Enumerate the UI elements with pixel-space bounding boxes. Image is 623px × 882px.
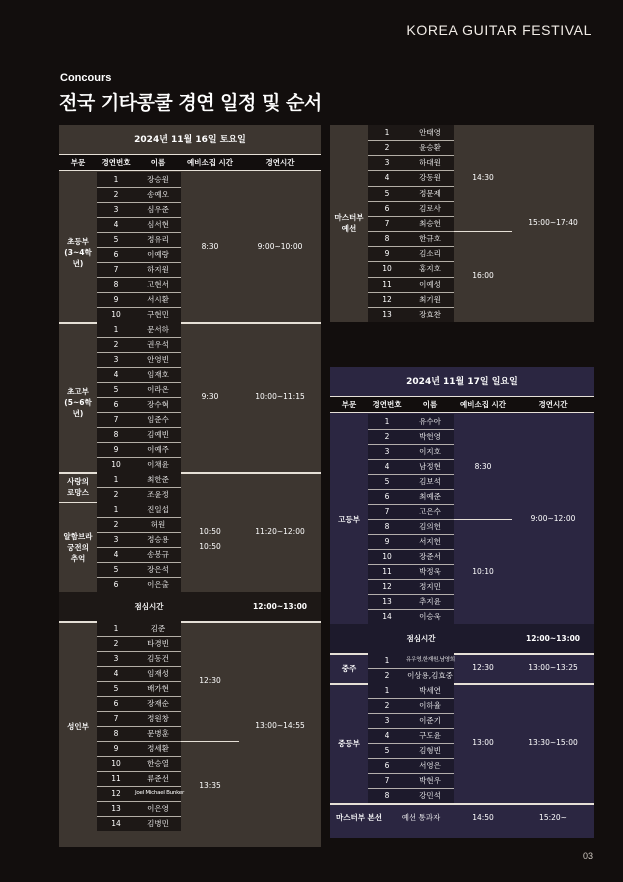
day1-adult-entry-divider xyxy=(97,636,181,637)
day2-high-school-entry-number: 3 xyxy=(384,447,390,456)
day1-elementary-high-entry-name: 이예주 xyxy=(147,445,169,454)
day1-elementary-low-entry-name: 이예랑 xyxy=(147,250,169,259)
day1-lunch-label: 점심시간 xyxy=(134,602,164,611)
masters-prelim-entry-divider xyxy=(368,216,454,217)
day1-elementary-high-entry-name: 안영빈 xyxy=(147,355,169,364)
masters-prelim-entry-number: 7 xyxy=(384,218,390,228)
day1-alhambra-entry-number: 5 xyxy=(113,565,119,574)
day1-adult-call-time: 12:30 xyxy=(199,676,221,685)
day2-high-school-entry-divider xyxy=(368,564,454,565)
day1-alhambra-call-time: 10:50 xyxy=(199,542,221,551)
day2-middle-school-entry-name: 서영은 xyxy=(419,761,441,770)
masters-prelim-entry-name: 장효찬 xyxy=(419,309,441,319)
day1-adult-entry-name: 김병민 xyxy=(147,819,169,828)
day1-elementary-high-entry-name: 이라온 xyxy=(147,385,169,394)
day1-elementary-low-entry-number: 3 xyxy=(113,205,119,214)
day1-elementary-high-entry-divider xyxy=(97,337,181,338)
day1-perf-time: 10:00~11:15 xyxy=(255,392,305,401)
day1-call-time: 10:50 xyxy=(199,527,221,536)
day2-middle-school-entry-number: 2 xyxy=(384,701,390,710)
day1-adult-entry-divider xyxy=(97,681,181,682)
masters-prelim-entry-number: 6 xyxy=(384,203,390,213)
day2-perf-time: 9:00~12:00 xyxy=(530,514,576,523)
day2-high-school-entry-number: 12 xyxy=(382,582,392,591)
masters-prelim-entry-number: 3 xyxy=(384,158,390,168)
day1-alhambra-entry-name: 장은석 xyxy=(147,565,169,574)
day1-romance-entry-divider xyxy=(97,487,181,488)
masters-prelim-entry-number: 11 xyxy=(382,279,392,289)
masters-prelim-entry-name: 안태영 xyxy=(419,128,441,137)
day1-schedule-table xyxy=(59,125,321,847)
day2-lunch-label: 점심시간 xyxy=(406,634,436,643)
day1-elementary-low-entry-divider xyxy=(97,187,181,188)
section-label: Concours xyxy=(60,72,112,84)
masters-prelim-entry-divider xyxy=(368,277,454,278)
day1-alhambra-entry-divider xyxy=(97,562,181,563)
day2-middle-school-division-label: 중등부 xyxy=(338,738,360,748)
day1-adult-entry-divider xyxy=(97,786,181,787)
day2-high-school-entry-name: 추지윤 xyxy=(419,597,441,606)
day1-date-header: 2024년 11월 16일 토요일 xyxy=(59,125,321,155)
day1-alhambra-entry-number: 6 xyxy=(113,580,119,589)
day1-elementary-high-entry-divider xyxy=(97,457,181,458)
day2-high-school-entry-number: 1 xyxy=(384,417,390,426)
day2-middle-school-entry-number: 5 xyxy=(384,746,390,755)
day1-elementary-low-entry-number: 2 xyxy=(113,190,119,199)
day1-elementary-low-entry-name: 서시환 xyxy=(147,295,169,304)
day2-middle-school-entry-number: 7 xyxy=(384,776,390,785)
day2-middle-school-entry-divider xyxy=(368,698,454,699)
day1-colhead-call: 예비소집 시간 xyxy=(186,158,234,167)
day1-elementary-low-entry-number: 10 xyxy=(111,310,121,319)
day2-high-school-entry-divider xyxy=(368,474,454,475)
day2-middle-school-entry-number: 1 xyxy=(384,686,390,695)
day2-high-school-entry-number: 8 xyxy=(384,522,390,531)
day2-high-school-entry-number: 4 xyxy=(384,462,390,471)
day2-ensemble-entry-number: 1 xyxy=(384,656,390,665)
masters-prelim-entry-name: 한규호 xyxy=(419,234,441,244)
day1-elementary-high-division-label: 초고부 (5~6학년) xyxy=(64,387,92,418)
day2-high-school-entry-name: 서지헌 xyxy=(419,537,441,546)
masters-prelim-entry-divider xyxy=(368,307,454,308)
masters-prelim-entry-name: 최승헌 xyxy=(419,218,441,228)
day2-high-school-entry-divider xyxy=(368,534,454,535)
masters-prelim-entry-number: 8 xyxy=(384,234,390,244)
day1-adult-entry-divider xyxy=(97,801,181,802)
day1-adult-entry-number: 6 xyxy=(113,699,119,708)
day1-perf-time: 11:20~12:00 xyxy=(255,527,305,536)
day1-adult-entry-number: 5 xyxy=(113,684,119,693)
day1-colhead-no: 경연번호 xyxy=(101,158,131,167)
day1-elementary-low-entry-number: 8 xyxy=(113,280,119,289)
day1-colhead-perf: 경연시간 xyxy=(265,158,295,167)
day2-middle-school-call-time: 13:00 xyxy=(472,738,494,747)
day1-elementary-low-entry-number: 4 xyxy=(113,220,119,229)
masters-prelim-entry-number: 9 xyxy=(384,249,390,259)
day2-high-school-entry-name: 고은수 xyxy=(419,507,441,516)
day2-high-school-entry-name: 정지민 xyxy=(419,582,441,591)
day2-colhead-name: 이름 xyxy=(422,400,438,409)
day2-middle-school-entry-name: 강민석 xyxy=(419,791,441,800)
day1-adult-entry-number: 3 xyxy=(113,654,119,663)
day1-elementary-low-entry-divider xyxy=(97,247,181,248)
page-title: 전국 기타콩쿨 경연 일정 및 순서 xyxy=(59,92,322,114)
masters-prelim-entry-name: 윤승환 xyxy=(419,143,441,153)
day1-adult-entry-divider xyxy=(97,666,181,667)
day1-adult-entry-divider xyxy=(97,771,181,772)
day1-adult-entry-divider xyxy=(97,741,181,742)
day2-perf-time: 13:30~15:00 xyxy=(528,738,578,747)
day1-elementary-low-entry-number: 6 xyxy=(113,250,119,259)
day1-adult-entry-number: 13 xyxy=(111,804,121,813)
day1-romance-division-label: 사랑의 로망스 xyxy=(67,477,89,497)
day1-elementary-high-entry-name: 김예빈 xyxy=(147,430,169,439)
day1-elementary-high-entry-number: 5 xyxy=(113,385,119,394)
day1-adult-entry-number: 1 xyxy=(113,624,119,633)
masters-prelim-entry-number: 12 xyxy=(382,294,392,304)
day1-adult-entry-name: 김준 xyxy=(150,624,166,633)
day1-adult-entry-divider xyxy=(97,816,181,817)
day1-colhead-name: 이름 xyxy=(150,158,166,167)
day1-elementary-low-division-label: 초등부 (3~4학년) xyxy=(64,237,92,268)
day2-high-school-entry-number: 14 xyxy=(382,612,392,621)
day1-romance-entry-name: 최한준 xyxy=(147,475,169,484)
day1-elementary-low-entry-divider xyxy=(97,232,181,233)
day2-high-school-entry-divider xyxy=(368,609,454,610)
day2-high-school-entry-name: 김보석 xyxy=(419,477,441,486)
day1-alhambra-entry-number: 2 xyxy=(113,520,119,529)
day2-colhead-no: 경연번호 xyxy=(372,400,402,409)
day2-middle-school-entry-divider xyxy=(368,773,454,774)
day1-alhambra-entry-divider xyxy=(97,532,181,533)
day1-elementary-low-entry-name: 구현민 xyxy=(147,310,169,319)
day2-middle-school-entry-divider xyxy=(368,743,454,744)
day1-elementary-low-entry-name: 고현서 xyxy=(147,280,169,289)
masters-prelim-entry-number: 1 xyxy=(384,128,390,137)
day1-elementary-low-entry-divider xyxy=(97,202,181,203)
day2-ensemble-entry-number: 2 xyxy=(384,671,390,680)
masters-prelim-entry-name: 홍지호 xyxy=(419,264,441,274)
day2-high-school-entry-divider xyxy=(368,594,454,595)
day1-alhambra-entry-divider xyxy=(97,517,181,518)
day1-elementary-high-entry-name: 임준수 xyxy=(147,415,169,424)
day1-adult-call-time: 13:35 xyxy=(199,781,221,790)
masters-prelim-table xyxy=(330,125,594,322)
day2-high-school-entry-number: 13 xyxy=(382,597,392,606)
day1-alhambra-entry-divider xyxy=(97,547,181,548)
day2-high-school-entry-divider xyxy=(368,504,454,505)
day1-elementary-low-entry-divider xyxy=(97,262,181,263)
day2-high-school-entry-divider xyxy=(368,444,454,445)
masters-prelim-entry-number: 5 xyxy=(384,188,390,198)
day1-adult-entry-number: 9 xyxy=(113,744,119,753)
masters-prelim-entry-divider xyxy=(368,170,454,171)
day1-adult-division-label: 성인부 xyxy=(67,721,89,731)
day2-high-school-entry-divider xyxy=(368,549,454,550)
day2-date-header: 2024년 11월 17일 일요일 xyxy=(330,367,594,397)
day1-adult-entry-name: 임재성 xyxy=(147,669,169,678)
day2-high-school-entry-name: 이지호 xyxy=(419,447,441,456)
day2-high-school-entry-number: 5 xyxy=(384,477,390,486)
day1-colhead-div: 부문 xyxy=(70,158,86,167)
masters-prelim-entry-name: 정문제 xyxy=(419,188,441,198)
day2-middle-school-entry-name: 구도윤 xyxy=(419,731,441,740)
masters-prelim-entry-name: 최기원 xyxy=(419,294,441,304)
day2-high-school-entry-divider xyxy=(368,519,454,520)
masters-prelim-entry-name: 이예성 xyxy=(419,279,441,289)
day1-elementary-low-entry-name: 송예오 xyxy=(147,190,169,199)
day2-high-school-entry-name: 박헌영 xyxy=(419,432,441,441)
day1-elementary-high-call-time: 9:30 xyxy=(201,392,219,401)
masters-prelim-entry-name: 하대원 xyxy=(419,158,441,168)
day1-adult-entry-number: 2 xyxy=(113,639,119,648)
day1-elementary-low-entry-name: 심우준 xyxy=(147,205,169,214)
day1-adult-entry-name: 류준선 xyxy=(147,774,169,783)
masters-prelim-call-time: 16:00 xyxy=(472,271,494,281)
day1-elementary-low-entry-name: 심서현 xyxy=(147,220,169,229)
day2-colhead-div: 부문 xyxy=(341,400,357,409)
page-number: 03 xyxy=(582,851,593,861)
masters-prelim-entry-divider xyxy=(368,155,454,156)
day1-adult-entry-number: 8 xyxy=(113,729,119,738)
day2-middle-school-entry-number: 4 xyxy=(384,731,390,740)
day1-alhambra-entry-divider xyxy=(97,577,181,578)
masters-prelim-call-time: 14:30 xyxy=(472,173,494,182)
day1-elementary-high-entry-divider xyxy=(97,397,181,398)
day2-high-school-entry-name: 이승욱 xyxy=(419,612,441,621)
day1-romance-entry-name: 조윤정 xyxy=(147,490,169,499)
day1-alhambra-entry-name: 진일섭 xyxy=(147,505,169,514)
day1-elementary-high-entry-number: 3 xyxy=(113,355,119,364)
day2-masters-final-entrants: 예선 통과자 xyxy=(401,813,441,822)
day1-alhambra-entry-name: 허원 xyxy=(150,520,166,529)
day2-high-school-entry-name: 남정현 xyxy=(419,462,441,471)
day1-elementary-high-entry-divider xyxy=(97,442,181,443)
day2-high-school-call-time: 10:10 xyxy=(472,567,494,576)
day1-alhambra-entry-name: 이은출 xyxy=(147,580,169,589)
day1-elementary-high-entry-number: 7 xyxy=(113,415,119,424)
day1-elementary-high-entry-number: 8 xyxy=(113,430,119,439)
day1-elementary-high-entry-number: 10 xyxy=(111,460,121,469)
day1-alhambra-entry-number: 3 xyxy=(113,535,119,544)
day2-middle-school-entry-name: 박현우 xyxy=(419,776,441,785)
masters-perf-time: 15:00~17:40 xyxy=(528,218,578,227)
day1-elementary-low-entry-number: 1 xyxy=(113,175,119,184)
masters-prelim-entry-divider xyxy=(368,140,454,141)
day2-high-school-entry-number: 9 xyxy=(384,537,390,546)
day1-romance-entry-number: 1 xyxy=(113,475,119,484)
day2-middle-school-entry-divider xyxy=(368,728,454,729)
masters-prelim-entry-divider xyxy=(368,201,454,202)
festival-brand: KOREA GUITAR FESTIVAL xyxy=(406,22,592,38)
day1-adult-entry-name: 문병훈 xyxy=(147,729,169,738)
day1-alhambra-entry-number: 1 xyxy=(113,505,119,514)
day2-high-school-entry-number: 10 xyxy=(382,552,392,561)
day1-adult-entry-divider xyxy=(97,696,181,697)
day1-adult-entry-name: 장재순 xyxy=(147,699,169,708)
masters-prelim-entry-divider xyxy=(368,261,454,262)
day2-high-school-entry-number: 7 xyxy=(384,507,390,516)
day1-adult-entry-divider xyxy=(97,756,181,757)
day1-adult-entry-name: 정세환 xyxy=(147,744,169,753)
day2-high-school-entry-name: 장준서 xyxy=(419,552,441,561)
masters-prelim-division-label: 마스터부 예선 xyxy=(334,213,364,234)
day1-adult-entry-number: 7 xyxy=(113,714,119,723)
day2-high-school-call-time: 8:30 xyxy=(474,462,492,471)
day1-elementary-low-call-time: 8:30 xyxy=(201,242,219,251)
day1-adult-entry-divider xyxy=(97,651,181,652)
day1-adult-entry-name: Joel Michael Bunker xyxy=(135,790,185,796)
day1-alhambra-entry-number: 4 xyxy=(113,550,119,559)
day2-masters-final-call-time: 14:50 xyxy=(472,813,494,822)
day2-middle-school-entry-name: 박세연 xyxy=(419,686,441,695)
day1-elementary-low-entry-divider xyxy=(97,307,181,308)
day2-high-school-entry-name: 박정욱 xyxy=(419,567,441,576)
day2-ensemble-entry-name: 이상용,김효중 xyxy=(407,671,453,680)
day2-colhead-perf: 경연시간 xyxy=(538,400,568,409)
day1-perf-time: 13:00~14:55 xyxy=(255,721,305,730)
day1-alhambra-entry-name: 송봉규 xyxy=(147,550,169,559)
day1-elementary-high-entry-number: 6 xyxy=(113,400,119,409)
day2-high-school-entry-number: 11 xyxy=(382,567,392,576)
day2-high-school-entry-name: 유수아 xyxy=(419,417,441,426)
day2-colhead-call: 예비소집 시간 xyxy=(459,400,507,409)
day1-elementary-high-entry-name: 임재호 xyxy=(147,370,169,379)
day1-elementary-high-entry-number: 9 xyxy=(113,445,119,454)
day1-elementary-high-entry-name: 권우석 xyxy=(147,340,169,349)
day1-elementary-low-entry-divider xyxy=(97,277,181,278)
day2-ensemble-entry-name: 유우영,한재원,남영희 xyxy=(406,657,455,663)
day1-elementary-high-entry-divider xyxy=(97,352,181,353)
day1-alhambra-entry-name: 정승용 xyxy=(147,535,169,544)
day1-elementary-low-entry-name: 하지원 xyxy=(147,265,169,274)
day2-high-school-entry-number: 6 xyxy=(384,492,390,501)
day1-elementary-low-entry-number: 9 xyxy=(113,295,119,304)
day2-middle-school-entry-name: 이하율 xyxy=(419,701,441,710)
day2-schedule-table xyxy=(330,367,594,838)
masters-prelim-entry-number: 2 xyxy=(384,143,390,153)
day2-middle-school-entry-number: 8 xyxy=(384,791,390,800)
day1-adult-entry-divider xyxy=(97,711,181,712)
masters-prelim-entry-name: 김소리 xyxy=(419,249,441,259)
day1-column-header-row xyxy=(59,155,321,171)
day1-elementary-high-entry-number: 4 xyxy=(113,370,119,379)
masters-prelim-entry-divider xyxy=(368,292,454,293)
day1-elementary-high-entry-divider xyxy=(97,412,181,413)
day2-high-school-entry-number: 2 xyxy=(384,432,390,441)
day1-elementary-high-entry-name: 문서하 xyxy=(147,325,169,334)
masters-prelim-entry-number: 4 xyxy=(384,173,390,183)
day1-elementary-low-entry-name: 정유리 xyxy=(147,235,169,244)
day1-adult-entry-name: 이은영 xyxy=(147,804,169,813)
day1-elementary-high-entry-number: 2 xyxy=(113,340,119,349)
day1-alhambra-division-label: 알함브라 궁전의 추억 xyxy=(63,531,93,563)
day2-lunch-time: 12:00~13:00 xyxy=(525,634,581,643)
day2-middle-school-entry-divider xyxy=(368,758,454,759)
day1-adult-entry-number: 14 xyxy=(111,819,121,828)
day2-middle-school-entry-name: 김형빈 xyxy=(419,746,441,755)
day1-elementary-low-entry-number: 7 xyxy=(113,265,119,274)
day1-perf-time: 9:00~10:00 xyxy=(257,242,303,251)
day1-elementary-high-entry-divider xyxy=(97,427,181,428)
masters-prelim-entry-divider xyxy=(368,246,454,247)
day1-lunch-time: 12:00~13:00 xyxy=(252,602,308,611)
day1-adult-entry-divider xyxy=(97,726,181,727)
masters-prelim-entry-number: 10 xyxy=(382,264,392,274)
day2-column-header-row xyxy=(330,397,594,413)
day2-high-school-entry-name: 김의헌 xyxy=(419,522,441,531)
day1-adult-entry-number: 4 xyxy=(113,669,119,678)
day1-adult-entry-number: 10 xyxy=(111,759,121,768)
day2-high-school-entry-name: 최예준 xyxy=(419,492,441,501)
day1-adult-entry-name: 정원창 xyxy=(147,714,169,723)
day1-adult-entry-name: 한승열 xyxy=(147,759,169,768)
day1-elementary-high-entry-divider xyxy=(97,367,181,368)
day2-perf-time: 13:00~13:25 xyxy=(528,663,578,672)
day1-adult-entry-name: 배가현 xyxy=(147,684,169,693)
day1-adult-entry-number: 12 xyxy=(111,789,121,798)
day2-high-school-division-label: 고등부 xyxy=(338,514,360,524)
day1-adult-entry-name: 김동건 xyxy=(147,654,169,663)
day2-middle-school-entry-number: 3 xyxy=(384,716,390,725)
day2-high-school-entry-divider xyxy=(368,429,454,430)
masters-prelim-entry-name: 김로사 xyxy=(419,203,441,213)
day1-romance-entry-number: 2 xyxy=(113,490,119,499)
day2-ensemble-division-label: 중주 xyxy=(341,663,357,673)
day2-middle-school-entry-name: 이준기 xyxy=(419,716,441,725)
day1-elementary-low-entry-number: 5 xyxy=(113,235,119,244)
day1-adult-entry-name: 타경빈 xyxy=(147,639,169,648)
masters-prelim-entry-divider xyxy=(368,186,454,187)
day1-elementary-high-entry-number: 1 xyxy=(113,325,119,334)
day2-masters-final-perf-time: 15:20~ xyxy=(539,813,567,822)
day1-elementary-high-entry-divider xyxy=(97,382,181,383)
day1-elementary-high-entry-name: 장수혁 xyxy=(147,400,169,409)
day2-high-school-entry-divider xyxy=(368,579,454,580)
day1-adult-entry-number: 11 xyxy=(111,774,121,783)
day2-middle-school-entry-divider xyxy=(368,713,454,714)
day1-elementary-low-entry-divider xyxy=(97,217,181,218)
masters-prelim-entry-name: 강동원 xyxy=(419,173,441,183)
day1-elementary-low-entry-name: 장승원 xyxy=(147,175,169,184)
day2-ensemble-call-time: 12:30 xyxy=(472,663,494,672)
day2-high-school-entry-divider xyxy=(368,489,454,490)
masters-prelim-entry-number: 13 xyxy=(382,309,392,319)
day2-masters-final-label: 마스터부 본선 xyxy=(335,813,383,822)
day2-middle-school-entry-number: 6 xyxy=(384,761,390,770)
masters-prelim-entry-divider xyxy=(368,231,454,232)
day2-middle-school-entry-divider xyxy=(368,788,454,789)
day1-elementary-high-entry-name: 이채윤 xyxy=(147,460,169,469)
day1-elementary-low-entry-divider xyxy=(97,292,181,293)
day2-ensemble-entry-divider xyxy=(368,668,454,669)
day2-high-school-entry-divider xyxy=(368,459,454,460)
